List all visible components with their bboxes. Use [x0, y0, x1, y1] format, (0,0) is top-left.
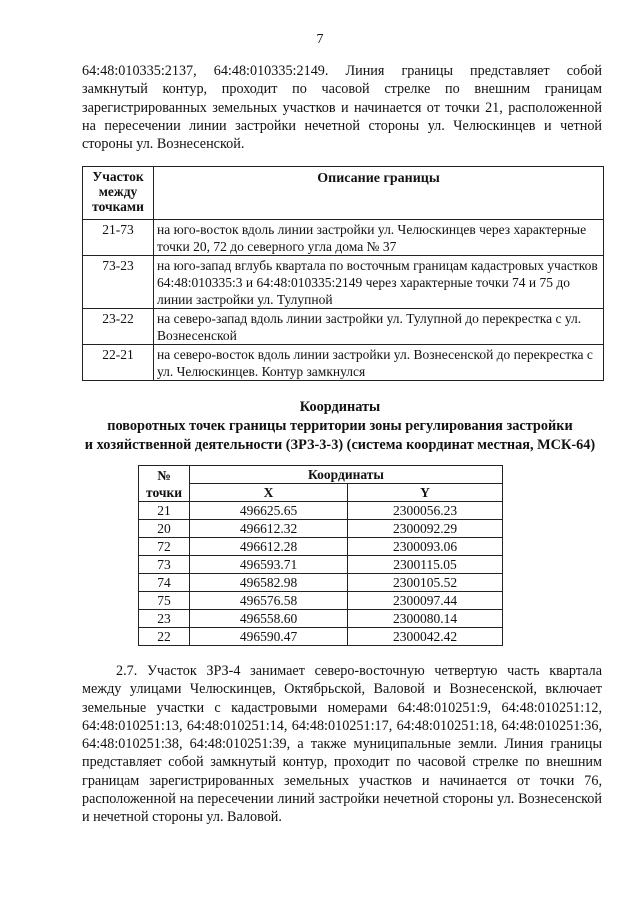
coords-heading-line3: и хозяйственной деятельности (ЗРЗ-3-3) (система координат местная, МСК-64)	[84, 437, 596, 453]
x-cell: 496558.60	[190, 610, 348, 628]
x-cell: 496593.71	[190, 556, 348, 574]
y-cell: 2300115.05	[348, 556, 503, 574]
segment-cell: 21-73	[83, 220, 154, 256]
y-cell: 2300056.23	[348, 502, 503, 520]
description-cell: на северо-запад вдоль линии застройки ул. Тулупной до перекрестка с ул. Вознесенской	[154, 309, 604, 345]
description-cell: на северо-восток вдоль линии застройки ул. Вознесенской до перекрестка с ул. Челюскинцев. Контур замкнулся	[154, 345, 604, 381]
description-cell: на юго-запад вглубь квартала по восточным границам кадастровых участков 64:48:010335:3 и 64:48:010335:2149 через характерные точки 74 и 75 до линии застройки ул. Тулупной	[154, 256, 604, 309]
table-row	[139, 574, 503, 592]
table-row	[139, 502, 503, 520]
boundary-table	[82, 166, 604, 381]
x-cell: 496625.65	[190, 502, 348, 520]
point-cell: 23	[139, 610, 190, 628]
y-cell: 2300097.44	[348, 592, 503, 610]
description-header: Описание границы	[154, 167, 604, 220]
table-row	[139, 538, 503, 556]
point-cell: 22	[139, 628, 190, 646]
x-cell: 496582.98	[190, 574, 348, 592]
section-paragraph: 2.7. Участок ЗРЗ-4 занимает северо-восточную четвертую часть квартала между улицами Челюскинцев, Октябрьской, Валовой и Вознесенской, включает земельные участки с кадастровыми номерами 64:48:010251:9, 64:48:010251:12, 64:48:010251:13, 64:48:010251:14, 64:48:010251:17, 64:48:010251:18, 64:48:010251:36, 64:48:010251:38, 64:48:010251:39, а также муниципальные земли. Линия границы представляет собой замкнутый контур, проходит по часовой стрелке по внешним границам зарегистрированных земельных участков и начинается от точки 76, расположенной на пересечении линий застройки нечетной стороны ул. Вознесенской и нечетной стороны ул. Валовой.	[82, 663, 602, 826]
y-cell: 2300092.29	[348, 520, 503, 538]
coords-heading-line1: Координаты	[299, 399, 381, 415]
y-cell: 2300105.52	[348, 574, 503, 592]
coordinates-header: Координаты	[190, 466, 503, 484]
table-row	[139, 556, 503, 574]
coords-heading-line2: поворотных точек границы территории зоны регулирования застройки	[107, 418, 573, 434]
point-cell: 72	[139, 538, 190, 556]
table-row	[139, 628, 503, 646]
x-cell: 496590.47	[190, 628, 348, 646]
boundary-table-header	[83, 167, 604, 220]
table-row	[139, 610, 503, 628]
y-cell: 2300042.42	[348, 628, 503, 646]
table-row	[139, 520, 503, 538]
y-header: Y	[348, 484, 503, 502]
segment-cell: 23-22	[83, 309, 154, 345]
x-cell: 496576.58	[190, 592, 348, 610]
table-row	[83, 220, 604, 256]
point-cell: 75	[139, 592, 190, 610]
table-row	[83, 256, 604, 309]
point-cell: 74	[139, 574, 190, 592]
segment-cell: 73-23	[83, 256, 154, 309]
intro-paragraph: 64:48:010335:2137, 64:48:010335:2149. Линия границы представляет собой замкнутый контур, проходит по часовой стрелке по внешним границам зарегистрированных земельных участков и начинается от точки 21, расположенной на пересечении линии застройки нечетной стороны ул. Челюскинцев и четной стороны ул. Вознесенской.	[82, 63, 602, 153]
point-cell: 21	[139, 502, 190, 520]
table-row	[83, 309, 604, 345]
x-cell: 496612.28	[190, 538, 348, 556]
segment-cell: 22-21	[83, 345, 154, 381]
table-row	[139, 592, 503, 610]
point-number-header: № точки	[139, 466, 190, 502]
table-row	[83, 345, 604, 381]
page-number: 7	[316, 32, 324, 47]
segment-header: Участок между точками	[83, 167, 154, 220]
coordinates-table	[138, 465, 503, 646]
y-cell: 2300080.14	[348, 610, 503, 628]
point-cell: 20	[139, 520, 190, 538]
description-cell: на юго-восток вдоль линии застройки ул. Челюскинцев через характерные точки 20, 72 до северного угла дома № 37	[154, 220, 604, 256]
x-header: X	[190, 484, 348, 502]
x-cell: 496612.32	[190, 520, 348, 538]
point-cell: 73	[139, 556, 190, 574]
y-cell: 2300093.06	[348, 538, 503, 556]
